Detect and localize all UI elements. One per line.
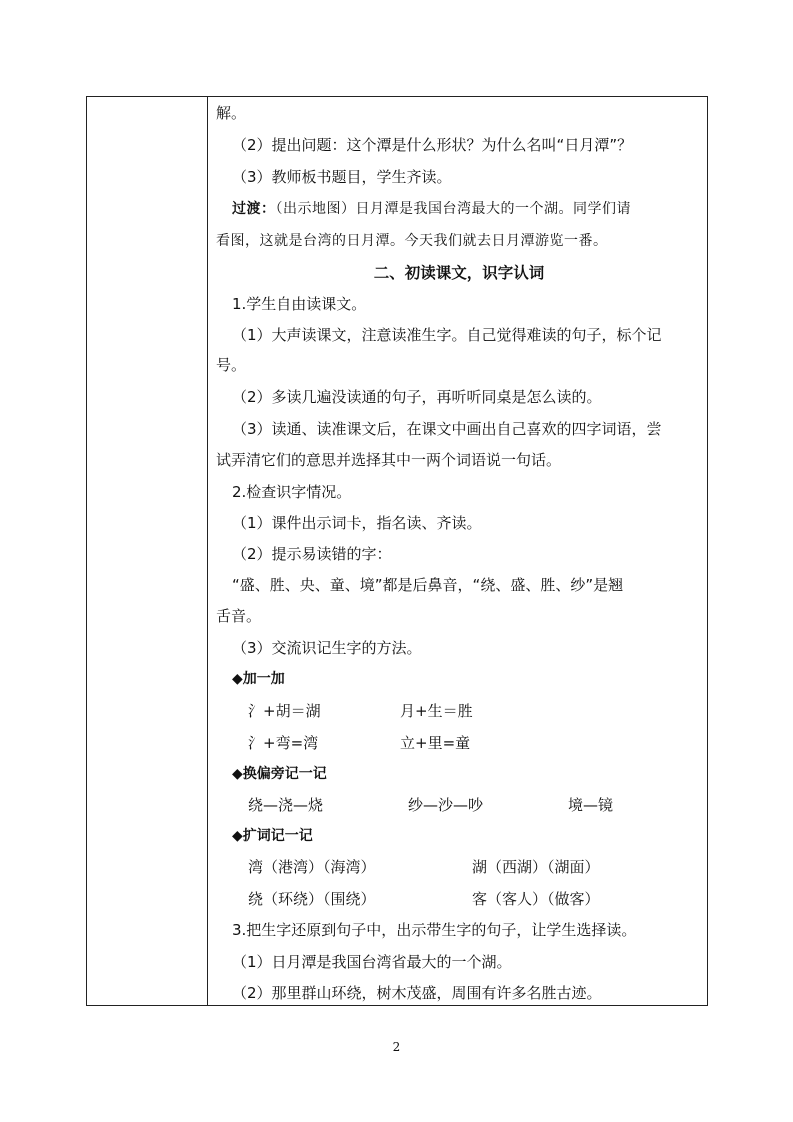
subsection-title: ◆换偏旁记一记: [232, 766, 327, 782]
transition-text: （出示地图）日月潭是我国台湾最大的一个湖。同学们请: [275, 201, 631, 217]
text-line: （1）日月潭是我国台湾省最大的一个湖。: [232, 953, 512, 971]
text-line: （2）提示易读错的字：: [232, 545, 392, 563]
transition-line: [232, 199, 631, 219]
word-formula: 月+生＝胜: [400, 702, 473, 720]
word-group: 纱—沙—吵: [408, 796, 484, 814]
transition-label: 过渡：: [232, 201, 276, 217]
word-expansion: 客（客人）（做客）: [472, 890, 600, 908]
page-number: 2: [392, 1040, 401, 1054]
word-expansion: 绕（环绕）（围绕）: [248, 890, 376, 908]
word-formula: 立+里=童: [400, 734, 471, 752]
text-line: （1）课件出示词卡，指名读、齐读。: [232, 514, 482, 532]
word-group: 境—镜: [568, 796, 614, 814]
text-line: 解。: [216, 104, 247, 122]
text-line: 舌音。: [216, 607, 262, 625]
text-line: 试弄清它们的意思并选择其中一两个词语说一句话。: [216, 451, 562, 469]
text-line: （3）交流识记生字的方法。: [232, 639, 422, 657]
text-line: （2）提出问题：这个潭是什么形状？为什么名叫“日月潭”？: [232, 136, 633, 154]
text-line: （2）多读几遍没读通的句子，再听听同桌是怎么读的。: [232, 388, 602, 406]
word-expansion: 湖（西湖）（湖面）: [472, 858, 600, 876]
text-line: （3）教师板书题目，学生齐读。: [232, 168, 452, 186]
word-group: 绕—浇—烧: [248, 796, 324, 814]
text-line: （2）那里群山环绕，树木茂盛，周围有许多名胜古迹。: [232, 984, 602, 1002]
text-line: “盛、胜、央、童、境”都是后鼻音，“绕、盛、胜、纱”是翘: [232, 576, 624, 594]
subsection-title: ◆扩词记一记: [232, 828, 313, 844]
text-line: 1.学生自由读课文。: [232, 295, 367, 313]
word-formula: 氵+胡＝湖: [248, 702, 321, 720]
lesson-table: [86, 96, 708, 1006]
text-line: （3）读通、读准课文后，在课文中画出自己喜欢的四字词语，尝: [232, 420, 662, 438]
subsection-title: ◆加一加: [232, 671, 285, 687]
section-heading: 二、初读课文，识字认词: [373, 264, 545, 282]
column-divider: [207, 97, 208, 1005]
text-line: 3.把生字还原到句子中，出示带生字的句子，让学生选择读。: [232, 921, 637, 939]
text-line: 号。: [216, 356, 247, 374]
text-line: 看图，这就是台湾的日月潭。今天我们就去日月潭游览一番。: [216, 233, 608, 249]
word-expansion: 湾（港湾）（海湾）: [248, 858, 376, 876]
text-line: （1）大声读课文，注意读准生字。自己觉得难读的句子，标个记: [232, 326, 662, 344]
text-line: 2.检查识字情况。: [232, 483, 352, 501]
word-formula: 氵+弯=湾: [248, 734, 319, 752]
